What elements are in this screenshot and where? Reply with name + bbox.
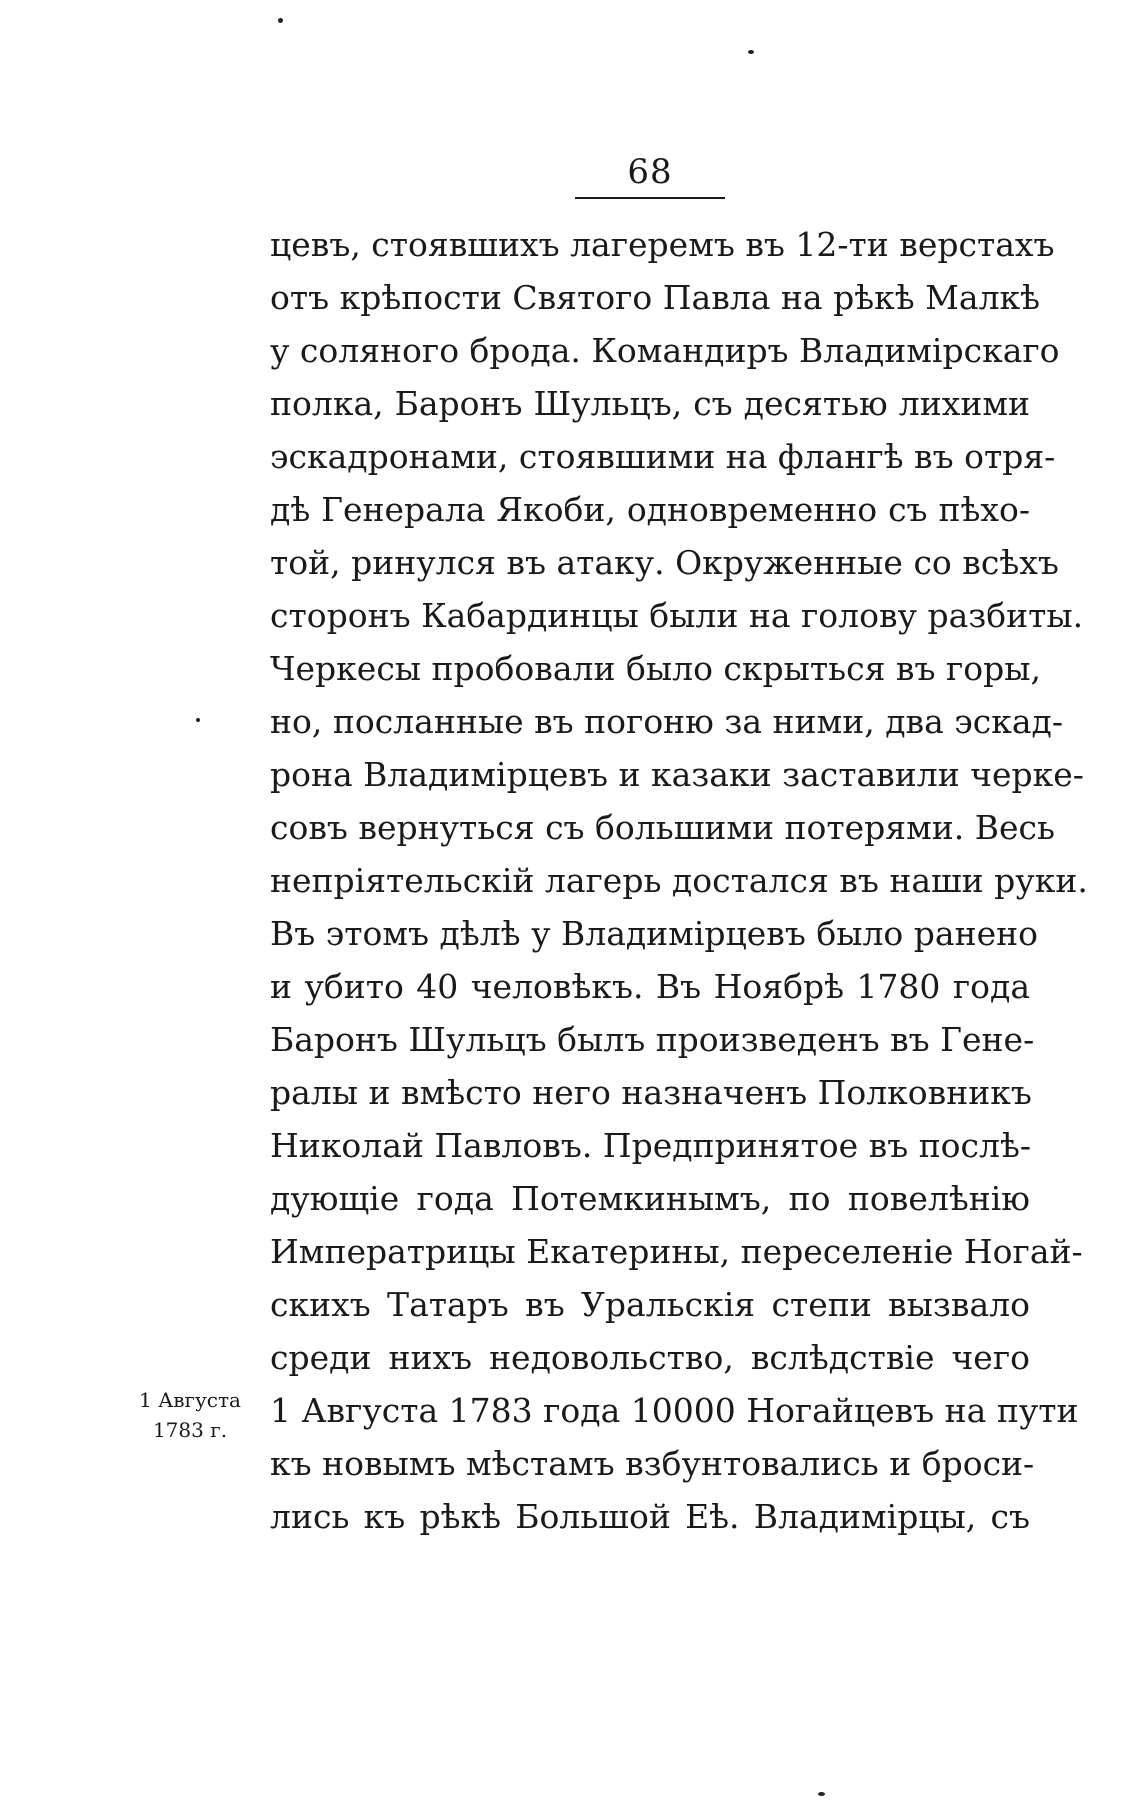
text-line: Императрицы Екатерины, переселеніе Ногай- bbox=[270, 1232, 1083, 1271]
text-line: къ новымъ мѣстамъ взбунтовались и броси- bbox=[270, 1444, 1035, 1483]
text-line: и убито 40 человѣкъ. Въ Ноябрѣ 1780 года bbox=[270, 967, 1030, 1006]
text-line: непріятельскій лагерь достался въ наши руки. bbox=[270, 861, 1088, 900]
scan-speck bbox=[748, 50, 754, 54]
text-line: Въ этомъ дѣлѣ у Владимірцевъ было ранено bbox=[270, 914, 1038, 953]
margin-note-line: 1 Августа bbox=[139, 1388, 241, 1412]
text-line: эскадронами, стоявшими на флангѣ въ отря- bbox=[270, 437, 1056, 476]
margin-note-line: 1783 г. bbox=[152, 1418, 228, 1442]
text-line: полка, Баронъ Шульцъ, съ десятью лихими bbox=[270, 384, 1030, 423]
text-line: ралы и вмѣсто него назначенъ Полковникъ bbox=[270, 1073, 1032, 1112]
scan-speck bbox=[818, 1792, 825, 1796]
page-number: 68 bbox=[627, 152, 673, 192]
text-line: лись къ рѣкѣ Большой Еѣ. Владимірцы, съ bbox=[270, 1497, 1030, 1536]
text-line: у соляного брода. Командиръ Владимірскаго bbox=[270, 331, 1060, 370]
page-number-rule bbox=[575, 197, 725, 199]
text-line: скихъ Татаръ въ Уральскія степи вызвало bbox=[270, 1285, 1030, 1324]
text-line: отъ крѣпости Святого Павла на рѣкѣ Малкѣ bbox=[270, 278, 1041, 317]
scan-speck bbox=[278, 18, 283, 23]
text-line: Николай Павловъ. Предпринятое въ послѣ- bbox=[270, 1126, 1032, 1165]
text-line: Баронъ Шульцъ былъ произведенъ въ Гене- bbox=[270, 1020, 1035, 1059]
scan-speck bbox=[196, 718, 200, 722]
text-line: Черкесы пробовали было скрыться въ горы, bbox=[270, 649, 1042, 688]
text-line: дующіе года Потемкинымъ, по повелѣнію bbox=[270, 1179, 1030, 1218]
text-line: но, посланные въ погоню за ними, два эскад- bbox=[270, 702, 1063, 741]
text-line: среди нихъ недовольство, вслѣдствіе чего bbox=[270, 1338, 1030, 1377]
text-line: сторонъ Кабардинцы были на голову разбиты. bbox=[270, 596, 1084, 635]
text-line: дѣ Генерала Якоби, одновременно съ пѣхо- bbox=[270, 490, 1030, 529]
margin-note-date bbox=[120, 1385, 260, 1445]
text-line: той, ринулся въ атаку. Окруженные со всѣхъ bbox=[270, 543, 1059, 582]
text-line: 1 Августа 1783 года 10000 Ногайцевъ на пути bbox=[270, 1391, 1079, 1430]
text-line: совъ вернуться съ большими потерями. Весь bbox=[270, 808, 1055, 847]
body-text bbox=[270, 218, 1088, 1543]
text-line: цевъ, стоявшихъ лагеремъ въ 12-ти верстахъ bbox=[270, 225, 1055, 264]
text-line: рона Владимірцевъ и казаки заставили черке- bbox=[270, 755, 1084, 794]
